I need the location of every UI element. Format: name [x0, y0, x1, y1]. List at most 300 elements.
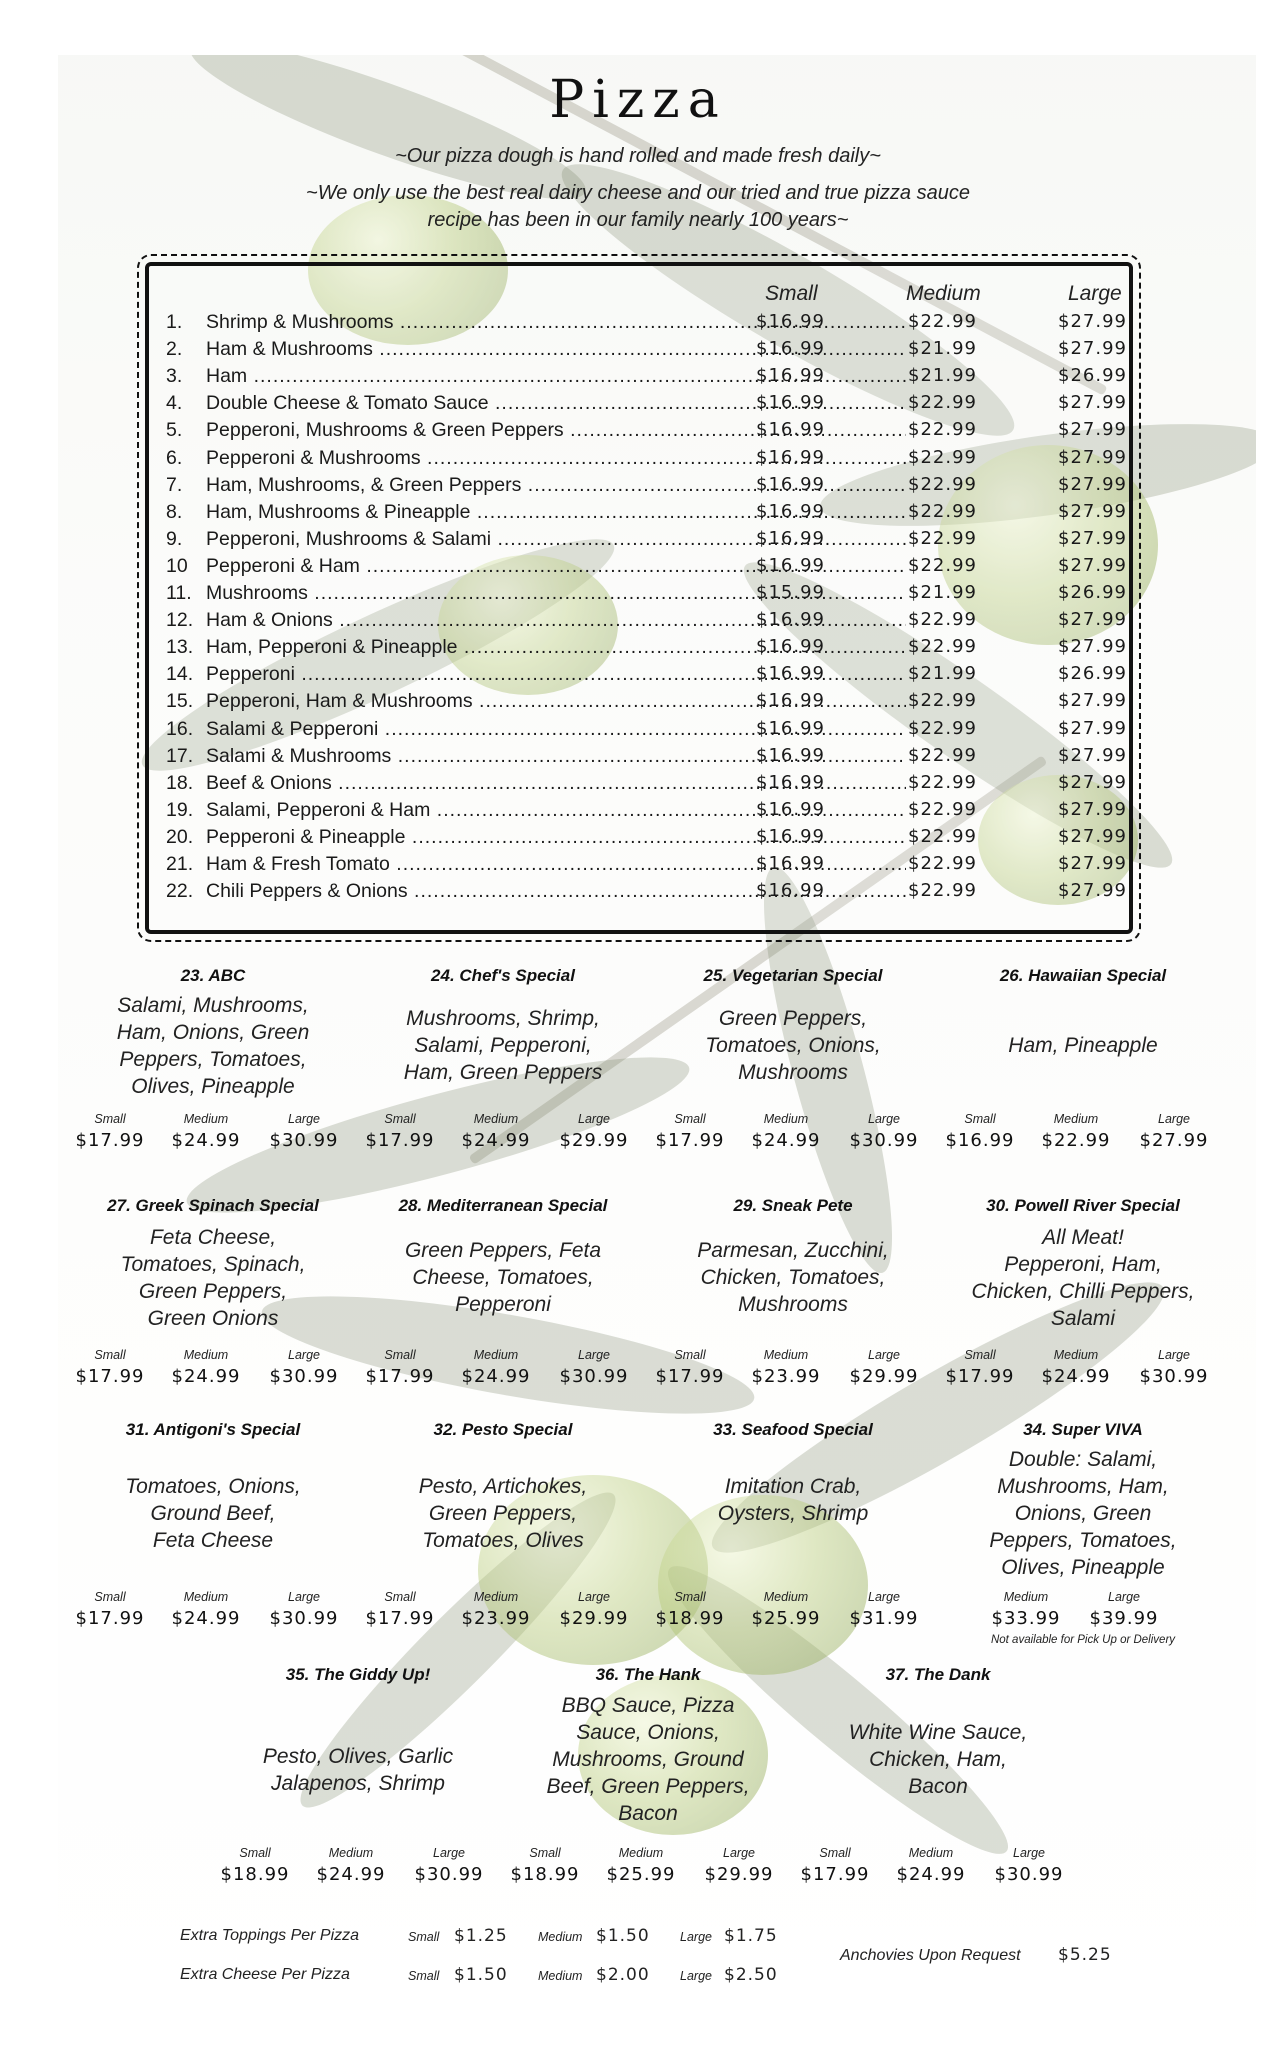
pizza-row — [166, 718, 1131, 745]
pizza-row — [166, 880, 1131, 907]
pizza-name: Ham, Pepperoni & Pineapple ..... — [206, 636, 906, 659]
size-label: Large — [433, 1846, 465, 1860]
pizza-number: 3. — [166, 365, 183, 388]
description-line: Olives, Pineapple — [131, 1075, 295, 1098]
price-large: $27.99 — [1058, 446, 1127, 468]
special-price: $24.99 — [171, 1130, 241, 1151]
pizza-row — [166, 609, 1131, 636]
pizza-number: 6. — [166, 446, 183, 469]
special-description — [213, 1743, 503, 1797]
price-small: $16.99 — [756, 825, 825, 847]
special-description — [648, 1005, 938, 1086]
size-label: Medium — [763, 1112, 809, 1126]
price-medium: $22.99 — [908, 392, 977, 414]
size-header-small: Small — [765, 282, 818, 305]
description-line: Pepperoni, Ham, — [1004, 1253, 1162, 1276]
price-large: $27.99 — [1058, 609, 1127, 631]
price-small: $16.99 — [756, 500, 825, 522]
pizza-name: Pepperoni ..... — [206, 663, 906, 686]
size-label: Medium — [908, 1846, 954, 1860]
special-price: $17.99 — [365, 1608, 435, 1629]
special-price: $29.99 — [559, 1608, 629, 1629]
size-label: Large — [1013, 1846, 1045, 1860]
price-large: $27.99 — [1058, 338, 1127, 360]
pizza-row — [166, 690, 1131, 717]
price-large: $27.99 — [1058, 744, 1127, 766]
pizza-name: Pepperoni & Mushrooms ..... — [206, 447, 906, 470]
special-price: $17.99 — [800, 1864, 870, 1885]
special-description — [938, 1446, 1228, 1581]
size-label: Medium — [328, 1846, 374, 1860]
pizza-number: 18. — [166, 771, 194, 794]
extra-toppings-large-price: $1.75 — [724, 1926, 778, 1946]
pizza-name: Ham & Mushrooms ..... — [206, 338, 906, 361]
price-medium: $22.99 — [908, 825, 977, 847]
price-small: $16.99 — [756, 527, 825, 549]
price-large: $27.99 — [1058, 473, 1127, 495]
special-pizza — [358, 1196, 648, 1387]
price-small: $16.99 — [756, 771, 825, 793]
pizza-name: Pepperoni, Ham & Mushrooms ..... — [206, 690, 906, 713]
description-line: Sauce, Onions, — [576, 1721, 720, 1744]
description-line: Peppers, Tomatoes, — [119, 1048, 307, 1071]
special-price: $16.99 — [945, 1130, 1015, 1151]
description-line: Green Peppers, — [138, 1280, 288, 1303]
description-line: Green Peppers, — [718, 1007, 868, 1030]
size-label: Small — [94, 1348, 126, 1362]
special-pizza — [793, 1665, 1083, 1885]
price-large: $26.99 — [1058, 365, 1127, 387]
description-line: Chicken, Ham, — [869, 1748, 1007, 1771]
pizza-name: Mushrooms ..... — [206, 582, 906, 605]
description-line: Tomatoes, Onions, — [125, 1475, 301, 1498]
special-price: $30.99 — [994, 1864, 1064, 1885]
special-title: 29. Sneak Pete — [733, 1196, 853, 1215]
extra-cheese-large-price: $2.50 — [724, 1965, 778, 1985]
special-price: $22.99 — [1041, 1130, 1111, 1151]
special-price: $17.99 — [945, 1366, 1015, 1387]
special-price: $17.99 — [75, 1608, 145, 1629]
special-description — [503, 1692, 793, 1827]
description-line: Mushrooms, Shrimp, — [406, 1007, 600, 1030]
price-medium: $22.99 — [908, 744, 977, 766]
pizza-number: 12. — [166, 609, 194, 632]
pizza-number: 19. — [166, 798, 194, 821]
special-pizza — [503, 1665, 793, 1885]
price-large: $27.99 — [1058, 554, 1127, 576]
description-line: Green Peppers, Feta — [404, 1239, 602, 1262]
pizza-row — [166, 826, 1131, 853]
special-title: 28. Mediterranean Special — [398, 1196, 608, 1215]
description-line: Olives, Pineapple — [1001, 1556, 1165, 1579]
description-line: Salami, Pepperoni, — [414, 1034, 592, 1057]
pizza-row — [166, 338, 1131, 365]
special-description — [358, 1237, 648, 1318]
description-line: Imitation Crab, — [724, 1475, 862, 1498]
price-large: $27.99 — [1058, 853, 1127, 874]
special-price: $25.99 — [606, 1864, 676, 1885]
special-price: $29.99 — [849, 1366, 919, 1387]
special-title: 32. Pesto Special — [433, 1420, 573, 1439]
price-large: $27.99 — [1058, 636, 1127, 658]
price-large: $26.99 — [1058, 663, 1127, 685]
special-price: $24.99 — [461, 1130, 531, 1151]
pizza-row — [166, 663, 1131, 690]
description-line: Green Onions — [147, 1307, 279, 1330]
size-label: Small — [674, 1348, 706, 1362]
pizza-name: Shrimp & Mushrooms ..... — [206, 311, 906, 334]
description-line: Chicken, Chilli Peppers, — [971, 1280, 1195, 1303]
pizza-number: 10 — [166, 554, 188, 577]
price-small: $16.99 — [756, 636, 825, 658]
availability-note: Not available for Pick Up or Delivery — [990, 1634, 1176, 1646]
size-label: Medium — [473, 1112, 519, 1126]
special-price: $24.99 — [171, 1366, 241, 1387]
special-description — [793, 1719, 1083, 1800]
pizza-name: Salami & Mushrooms ..... — [206, 745, 906, 768]
size-label: Small — [384, 1348, 416, 1362]
price-small: $16.99 — [756, 880, 825, 902]
description-line: Chicken, Tomatoes, — [700, 1266, 886, 1289]
price-large: $27.99 — [1058, 825, 1127, 847]
special-title: 27. Greek Spinach Special — [107, 1196, 319, 1215]
pizza-row — [166, 636, 1131, 663]
size-label: Large — [578, 1112, 610, 1126]
pizza-row — [166, 447, 1131, 474]
extra-toppings-large-label: Large — [680, 1930, 712, 1944]
pizza-number: 15. — [166, 690, 194, 713]
extra-cheese-large-label: Large — [680, 1969, 712, 1983]
special-price: $24.99 — [461, 1366, 531, 1387]
price-medium: $22.99 — [908, 717, 977, 739]
special-description — [938, 1032, 1228, 1059]
pizza-name: Pepperoni, Mushrooms & Salami ..... — [206, 528, 906, 551]
size-label: Large — [868, 1590, 900, 1604]
special-price: $18.99 — [510, 1864, 580, 1885]
special-title: 33. Seafood Special — [713, 1420, 873, 1439]
special-description — [358, 1005, 648, 1086]
description-line: Ham, Onions, Green — [116, 1021, 310, 1044]
size-label: Medium — [618, 1846, 664, 1860]
special-price: $31.99 — [849, 1608, 919, 1629]
special-price: $18.99 — [220, 1864, 290, 1885]
special-pizza — [68, 1196, 358, 1387]
pizza-number: 14. — [166, 663, 194, 686]
pizza-row — [166, 772, 1131, 799]
special-price: $24.99 — [751, 1130, 821, 1151]
description-line: Oysters, Shrimp — [717, 1502, 869, 1525]
description-line: Onions, Green — [1014, 1502, 1152, 1525]
anchovies-price: $5.25 — [1058, 1945, 1112, 1965]
description-line: Tomatoes, Spinach, — [120, 1253, 306, 1276]
size-label: Small — [674, 1112, 706, 1126]
description-line: Ham, Green Peppers — [403, 1061, 603, 1084]
extra-toppings-medium-label: Medium — [538, 1930, 583, 1944]
price-large: $27.99 — [1058, 880, 1127, 902]
price-medium: $21.99 — [908, 365, 977, 387]
price-small: $16.99 — [756, 338, 825, 360]
special-title: 31. Antigoni's Special — [125, 1420, 301, 1439]
size-label: Large — [868, 1112, 900, 1126]
pizza-name: Chili Peppers & Onions ..... — [206, 880, 906, 903]
pizza-row — [166, 392, 1131, 419]
special-price: $24.99 — [316, 1864, 386, 1885]
description-line: Cheese, Tomatoes, — [412, 1266, 594, 1289]
size-label: Medium — [183, 1112, 229, 1126]
size-label: Large — [1158, 1348, 1190, 1362]
price-medium: $22.99 — [908, 311, 977, 332]
size-label: Small — [674, 1590, 706, 1604]
special-price: $17.99 — [365, 1130, 435, 1151]
size-label: Small — [964, 1348, 996, 1362]
size-label: Large — [288, 1348, 320, 1362]
price-small: $16.99 — [756, 744, 825, 766]
size-label: Large — [288, 1590, 320, 1604]
special-pizza — [648, 966, 938, 1151]
size-label: Medium — [183, 1590, 229, 1604]
description-line: Double: Salami, — [1008, 1448, 1158, 1471]
price-medium: $22.99 — [908, 446, 977, 468]
pizza-row — [166, 419, 1131, 446]
special-description — [68, 1473, 358, 1554]
subtitle-sauce-line1: ~We only use the best real dairy cheese and our tried and true pizza sauce — [306, 182, 970, 204]
size-label: Small — [529, 1846, 561, 1860]
size-label: Large — [723, 1846, 755, 1860]
special-pizza — [648, 1196, 938, 1387]
price-medium: $22.99 — [908, 690, 977, 712]
special-price: $17.99 — [655, 1130, 725, 1151]
price-medium: $21.99 — [908, 582, 977, 603]
special-title: 24. Chef's Special — [431, 966, 575, 985]
special-title: 25. Vegetarian Special — [703, 966, 883, 985]
size-label: Large — [578, 1590, 610, 1604]
special-price: $30.99 — [1139, 1366, 1209, 1387]
special-price: $33.99 — [991, 1608, 1061, 1629]
pizza-number: 2. — [166, 338, 183, 361]
price-small: $16.99 — [756, 446, 825, 468]
price-medium: $22.99 — [908, 771, 977, 793]
special-price: $18.99 — [655, 1608, 725, 1629]
special-price: $27.99 — [1139, 1130, 1209, 1151]
pizza-name: Double Cheese & Tomato Sauce ..... — [206, 392, 906, 415]
price-medium: $22.99 — [908, 636, 977, 658]
special-title: 36. The Hank — [595, 1665, 701, 1684]
price-large: $27.99 — [1058, 717, 1127, 739]
pizza-name: Pepperoni, Mushrooms & Green Peppers ..... — [206, 419, 906, 442]
special-price: $30.99 — [269, 1366, 339, 1387]
pizza-row — [166, 311, 1131, 338]
description-line: Salami — [1050, 1307, 1116, 1330]
size-label: Large — [1108, 1590, 1140, 1604]
pizza-row — [166, 528, 1131, 555]
subtitle-sauce-line2: recipe has been in our family nearly 100 years~ — [427, 209, 849, 231]
price-small: $16.99 — [756, 311, 825, 332]
special-pizza — [213, 1665, 503, 1885]
price-large: $27.99 — [1058, 500, 1127, 522]
price-medium: $22.99 — [908, 527, 977, 549]
pizza-number: 4. — [166, 392, 183, 415]
description-line: Tomatoes, Olives — [422, 1529, 584, 1552]
extra-toppings-medium-price: $1.50 — [596, 1926, 650, 1946]
special-description — [68, 1224, 358, 1332]
extra-cheese-small-price: $1.50 — [454, 1965, 508, 1985]
special-pizza — [938, 1196, 1228, 1387]
special-price: $24.99 — [896, 1864, 966, 1885]
description-line: Mushrooms, Ground — [552, 1748, 744, 1771]
price-small: $16.99 — [756, 419, 825, 441]
price-medium: $22.99 — [908, 798, 977, 820]
special-title: 23. ABC — [180, 966, 246, 985]
price-large: $27.99 — [1058, 527, 1127, 549]
special-description — [358, 1473, 648, 1554]
pizza-row — [166, 745, 1131, 772]
description-line: Bacon — [618, 1802, 678, 1825]
description-line: All Meat! — [1042, 1226, 1124, 1249]
size-label: Small — [819, 1846, 851, 1860]
pizza-name: Ham ..... — [206, 365, 906, 388]
special-price: $17.99 — [75, 1130, 145, 1151]
pizza-row — [166, 501, 1131, 528]
pizza-number: 11. — [166, 582, 192, 604]
special-price: $29.99 — [704, 1864, 774, 1885]
price-large: $27.99 — [1058, 690, 1127, 712]
extra-cheese-medium-label: Medium — [538, 1969, 583, 1983]
description-line: White Wine Sauce, — [848, 1721, 1028, 1744]
pizza-number: 1. — [166, 311, 183, 333]
special-price: $17.99 — [365, 1366, 435, 1387]
special-price: $30.99 — [269, 1130, 339, 1151]
price-small: $16.99 — [756, 392, 825, 414]
pizza-row — [166, 799, 1131, 826]
size-header-large: Large — [1068, 282, 1122, 305]
extra-toppings-small-label: Small — [408, 1930, 440, 1944]
price-small: $16.99 — [756, 473, 825, 495]
price-small: $16.99 — [756, 717, 825, 739]
special-pizza — [358, 1420, 648, 1629]
description-line: Parmesan, Zucchini, — [697, 1239, 889, 1262]
pizza-row — [166, 365, 1131, 392]
price-small: $16.99 — [756, 690, 825, 712]
price-medium: $21.99 — [908, 663, 977, 685]
size-label: Medium — [1053, 1348, 1099, 1362]
size-label: Large — [1158, 1112, 1190, 1126]
price-medium: $22.99 — [908, 609, 977, 631]
subtitle-dough: ~Our pizza dough is hand rolled and made fresh daily~ — [395, 145, 881, 167]
special-price: $24.99 — [171, 1608, 241, 1629]
pizza-row — [166, 474, 1131, 501]
size-label: Medium — [183, 1348, 229, 1362]
description-line: Tomatoes, Onions, — [705, 1034, 881, 1057]
special-price: $39.99 — [1089, 1608, 1159, 1629]
extra-cheese-small-label: Small — [408, 1969, 440, 1983]
size-label: Medium — [1053, 1112, 1099, 1126]
pizza-number: 22. — [166, 880, 194, 903]
description-line: Peppers, Tomatoes, — [989, 1529, 1177, 1552]
price-medium: $22.99 — [908, 880, 977, 902]
pizza-number: 21. — [166, 853, 194, 875]
size-header-medium: Medium — [906, 282, 981, 305]
price-large: $27.99 — [1058, 392, 1127, 414]
special-pizza — [648, 1420, 938, 1629]
size-label: Small — [964, 1112, 996, 1126]
description-line: Ham, Pineapple — [1008, 1034, 1158, 1057]
size-label: Medium — [1003, 1590, 1049, 1604]
price-small: $16.99 — [756, 554, 825, 576]
special-pizza — [358, 966, 648, 1151]
pizza-name: Salami, Pepperoni & Ham ..... — [206, 799, 906, 822]
description-line: Beef, Green Peppers, — [546, 1775, 750, 1798]
description-line: Feta Cheese, — [149, 1226, 277, 1249]
price-small: $16.99 — [756, 609, 825, 631]
price-medium: $22.99 — [908, 853, 977, 874]
price-large: $27.99 — [1058, 798, 1127, 820]
pizza-number: 13. — [166, 636, 194, 659]
special-title: 34. Super VIVA — [1023, 1420, 1143, 1439]
size-label: Small — [94, 1112, 126, 1126]
special-price: $30.99 — [559, 1366, 629, 1387]
description-line: Bacon — [908, 1775, 968, 1798]
description-line: Ground Beef, — [150, 1502, 276, 1525]
price-small: $16.99 — [756, 853, 825, 874]
pizza-row — [166, 582, 1131, 609]
price-medium: $22.99 — [908, 419, 977, 441]
price-small: $16.99 — [756, 798, 825, 820]
special-price: $30.99 — [849, 1130, 919, 1151]
description-line: Green Peppers, — [428, 1502, 578, 1525]
special-pizza — [938, 1420, 1228, 1646]
special-title: 26. Hawaiian Special — [999, 966, 1167, 985]
special-price: $24.99 — [1041, 1366, 1111, 1387]
price-small: $16.99 — [756, 365, 825, 387]
extra-cheese-label: Extra Cheese Per Pizza — [180, 1966, 350, 1983]
pizza-name: Salami & Pepperoni ..... — [206, 718, 906, 741]
description-line: Mushrooms, Ham, — [997, 1475, 1169, 1498]
special-title: 37. The Dank — [885, 1665, 991, 1684]
special-description — [648, 1237, 938, 1318]
price-large: $27.99 — [1058, 419, 1127, 441]
special-price: $25.99 — [751, 1608, 821, 1629]
size-label: Large — [288, 1112, 320, 1126]
size-label: Small — [94, 1590, 126, 1604]
size-label: Medium — [763, 1348, 809, 1362]
pizza-number: 7. — [166, 473, 183, 496]
extra-toppings-small-price: $1.25 — [454, 1926, 508, 1946]
pizza-number: 20. — [166, 825, 194, 848]
description-line: Pesto, Olives, Garlic — [262, 1745, 454, 1768]
pizza-row — [166, 555, 1131, 582]
extra-toppings-label: Extra Toppings Per Pizza — [180, 1927, 360, 1944]
size-label: Small — [384, 1112, 416, 1126]
description-line: Jalapenos, Shrimp — [271, 1772, 445, 1795]
special-price: $23.99 — [461, 1608, 531, 1629]
special-price: $17.99 — [655, 1366, 725, 1387]
description-line: Mushrooms — [738, 1061, 848, 1084]
description-line: Pesto, Artichokes, — [418, 1475, 588, 1498]
anchovies-label: Anchovies Upon Request — [840, 1947, 1021, 1964]
special-price: $30.99 — [414, 1864, 484, 1885]
pizza-name: Ham & Onions ..... — [206, 609, 906, 632]
size-label: Medium — [473, 1590, 519, 1604]
special-description — [938, 1224, 1228, 1332]
page-title: Pizza — [549, 70, 727, 130]
pizza-name: Ham, Mushrooms & Pineapple ..... — [206, 501, 906, 524]
price-medium: $22.99 — [908, 554, 977, 576]
size-label: Medium — [763, 1590, 809, 1604]
pizza-name: Pepperoni & Pineapple ..... — [206, 826, 906, 849]
size-label: Small — [384, 1590, 416, 1604]
special-pizza — [68, 1420, 358, 1629]
special-title: 35. The Giddy Up! — [285, 1665, 431, 1684]
